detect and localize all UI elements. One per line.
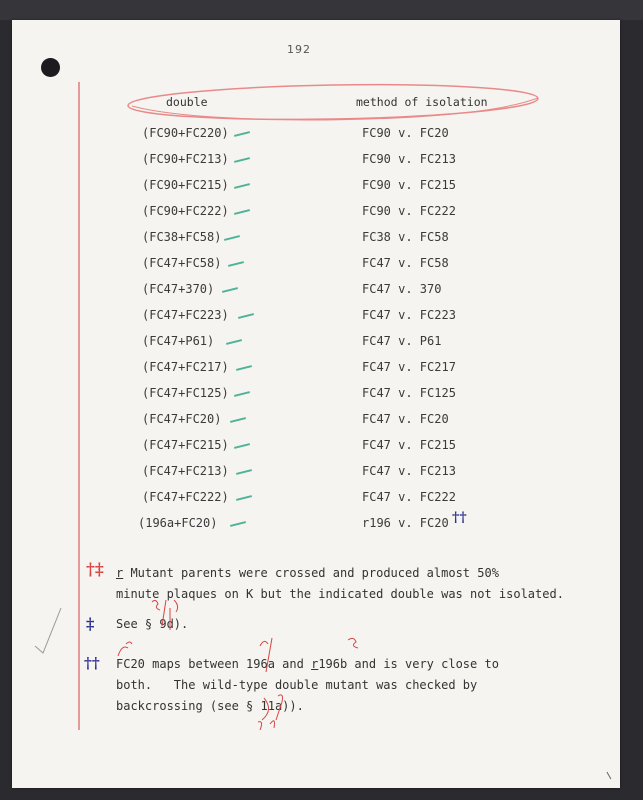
method-cell: FC90 v. FC213	[362, 152, 456, 166]
footnote-3-line-3: backcrossing (see § 11a)).	[116, 699, 304, 713]
green-check-mark	[230, 417, 246, 423]
table-row	[0, 230, 643, 250]
footnote-mark-blue-double: ††	[84, 654, 100, 672]
method-cell: FC47 v. FC125	[362, 386, 456, 400]
table-row	[0, 204, 643, 224]
method-cell: FC90 v. FC215	[362, 178, 456, 192]
table-row	[0, 386, 643, 406]
green-check-mark	[230, 521, 246, 527]
method-cell: FC90 v. FC20	[362, 126, 449, 140]
pencil-tick-mark	[33, 606, 63, 654]
method-cell: FC47 v. FC58	[362, 256, 449, 270]
green-check-mark	[236, 469, 252, 475]
method-cell: FC47 v. 370	[362, 282, 442, 296]
method-cell: FC47 v. FC213	[362, 464, 456, 478]
page-number: 192	[287, 43, 311, 56]
double-cell: (196a+FC20)	[138, 516, 218, 530]
footnote-1-text: Mutant parents were crossed and produced almost 50%	[123, 566, 499, 580]
double-cell: (FC47+FC223)	[142, 308, 229, 322]
green-check-mark	[222, 287, 238, 293]
green-check-mark	[234, 209, 250, 215]
double-cell: (FC47+FC58)	[142, 256, 222, 270]
scanner-background	[0, 0, 643, 20]
red-scribble-annotation	[112, 638, 152, 662]
green-check-mark	[228, 261, 244, 267]
double-cell: (FC47+FC213)	[142, 464, 229, 478]
green-check-mark	[226, 339, 242, 345]
green-check-mark	[234, 131, 250, 137]
method-cell: FC90 v. FC222	[362, 204, 456, 218]
double-dagger-annotation: ††	[452, 510, 467, 526]
green-check-mark	[236, 495, 252, 501]
double-cell: (FC90+FC213)	[142, 152, 229, 166]
footnote-3-r: r	[311, 657, 319, 671]
double-cell: (FC38+FC58)	[142, 230, 222, 244]
green-check-mark	[234, 183, 250, 189]
green-check-mark	[236, 365, 252, 371]
method-cell: FC47 v. FC223	[362, 308, 456, 322]
table-row	[0, 438, 643, 458]
table-row	[0, 126, 643, 146]
column-header-method: method of isolation	[356, 95, 488, 109]
footnote-mark-red: †‡	[86, 560, 104, 580]
red-scribble-annotation	[250, 690, 310, 732]
table-row	[0, 282, 643, 302]
double-cell: (FC47+FC125)	[142, 386, 229, 400]
footnote-3-text-a: FC20 maps between 196a and	[116, 657, 312, 671]
method-cell: FC47 v. FC20	[362, 412, 449, 426]
green-check-mark	[234, 443, 250, 449]
punch-hole	[41, 58, 60, 77]
table-row	[0, 510, 643, 536]
method-cell: FC47 v. FC217	[362, 360, 456, 374]
method-cell: FC38 v. FC58	[362, 230, 449, 244]
table-row	[0, 178, 643, 198]
method-cell: FC47 v. P61	[362, 334, 442, 348]
double-cell: (FC47+FC20)	[142, 412, 222, 426]
table-row	[0, 360, 643, 380]
double-cell: (FC90+FC222)	[142, 204, 229, 218]
green-check-mark	[238, 313, 254, 319]
footnote-3-line-2: both. The wild-type double mutant was checked by	[116, 678, 478, 692]
table-row	[0, 152, 643, 172]
double-cell: (FC47+370)	[142, 282, 215, 296]
table-row	[0, 256, 643, 276]
double-cell: (FC47+FC217)	[142, 360, 229, 374]
table-row	[0, 308, 643, 328]
footnote-mark-blue: ‡	[86, 614, 95, 633]
red-scribble-annotation	[140, 596, 200, 636]
method-cell: FC47 v. FC215	[362, 438, 456, 452]
footnote-2-text: See § 9d).	[116, 617, 189, 631]
green-check-mark	[224, 235, 240, 241]
double-cell: (FC47+FC215)	[142, 438, 229, 452]
footnote-1-line-1	[116, 563, 499, 584]
double-cell: (FC47+FC222)	[142, 490, 229, 504]
red-scribble-annotation	[250, 636, 370, 676]
method-cell: r196 v. FC20	[362, 516, 449, 530]
column-header-double: double	[166, 95, 208, 109]
footnote-1-line-2: minute plaques on K but the indicated double was not isolated.	[116, 587, 564, 601]
double-cell: (FC90+FC220)	[142, 126, 229, 140]
double-cell: (FC90+FC215)	[142, 178, 229, 192]
green-check-mark	[234, 391, 250, 397]
green-check-mark	[234, 157, 250, 163]
table-row	[0, 412, 643, 432]
footnote-1-r: r	[116, 566, 124, 580]
table-row	[0, 464, 643, 484]
footnote-3-text-b: 196b and is very close to	[318, 657, 499, 671]
method-cell: FC47 v. FC222	[362, 490, 456, 504]
table-row	[0, 334, 643, 354]
double-cell: (FC47+P61)	[142, 334, 215, 348]
table-row	[0, 490, 643, 510]
